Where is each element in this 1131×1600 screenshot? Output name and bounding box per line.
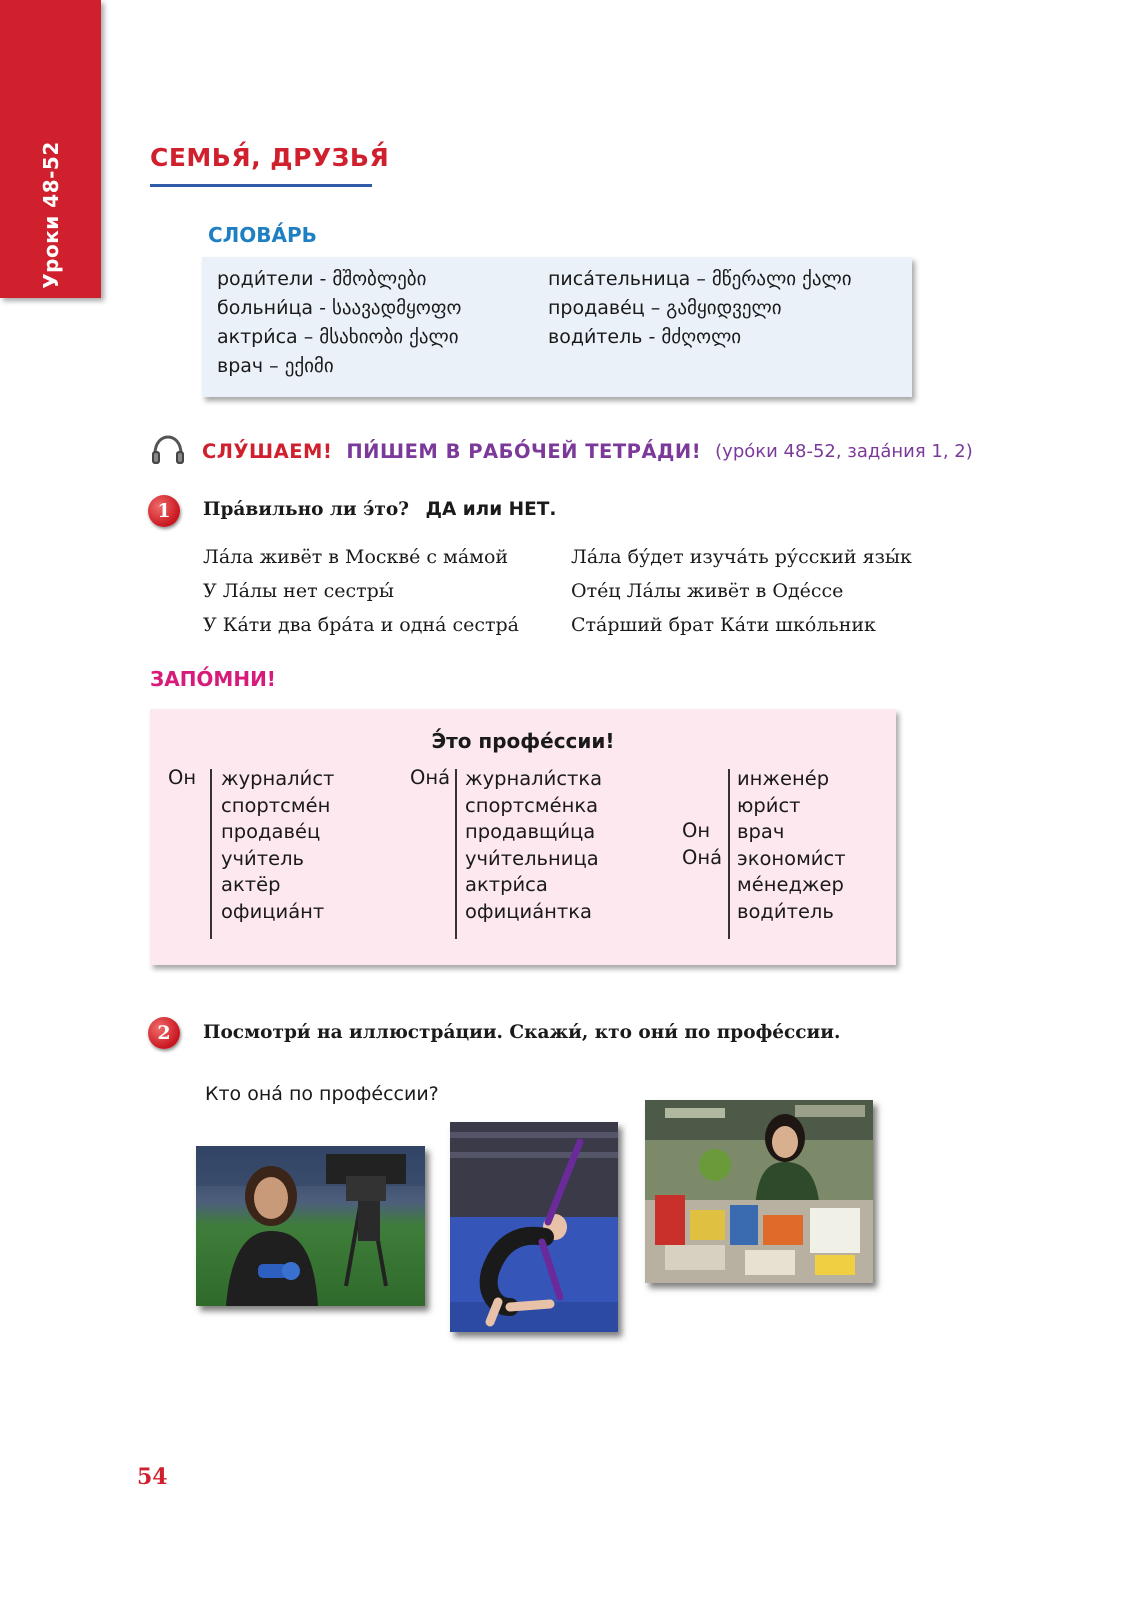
vocabulary-item: больни́ца - საავადმყოფო [217, 297, 462, 319]
task-1-instruction [203, 499, 556, 520]
page-number: 54 [137, 1464, 168, 1490]
profession-item: продаве́ц [221, 820, 321, 844]
profession-item: продавщи́ца [465, 820, 596, 844]
vocabulary-heading: СЛОВА́РЬ [208, 223, 317, 247]
task-2-number-badge: 2 [148, 1017, 180, 1049]
column-divider [455, 769, 457, 939]
profession-item: юри́ст [737, 793, 801, 817]
section-title: СЕМЬЯ́, ДРУЗЬЯ́ [150, 143, 390, 172]
task-1-sentence: Ла́ла бу́дет изуча́ть ру́сский язы́к [571, 546, 912, 568]
task-2-instruction: Посмотри́ на иллюстра́ции. Скажи́, кто они́ по профе́ссии. [203, 1022, 841, 1043]
pronoun-he-common: Он [682, 819, 711, 842]
pronoun-he: Он [168, 766, 197, 789]
common-professions [737, 766, 846, 926]
profession-item: официа́нтка [465, 899, 593, 923]
task-1-right-column [571, 540, 912, 642]
vocabulary-item: писа́тельница – მწერალი ქალი [548, 268, 852, 290]
task-1-sentence: Ста́рший брат Ка́ти шко́льник [571, 614, 876, 636]
side-tab-label: Уроки 48-52 [38, 141, 63, 289]
task-1-sentence: Оте́ц Ла́лы живёт в Оде́ссе [571, 580, 844, 602]
profession-item: журнали́ст [221, 767, 335, 790]
masculine-professions [221, 766, 334, 926]
listen-write-line [150, 434, 973, 468]
vocabulary-item: врач – ექიმი [217, 355, 334, 377]
profession-item: учи́тель [221, 846, 305, 870]
vocabulary-left-column [217, 265, 461, 381]
task-1-number-badge: 1 [148, 495, 180, 527]
task-1-left-column [203, 540, 519, 642]
vocabulary-item: роди́тели - მშობლები [217, 268, 427, 290]
profession-item: врач [737, 820, 785, 844]
photo-gymnast [450, 1122, 618, 1332]
lesson-reference: (уро́ки 48-52, зада́ния 1, 2) [715, 440, 973, 462]
profession-item: актри́са [465, 873, 548, 897]
photo-journalist [196, 1146, 425, 1306]
profession-item: ме́неджер [737, 873, 844, 897]
task-1-sentence: У Ка́ти два бра́та и одна́ сестра́ [203, 614, 519, 636]
profession-item: экономи́ст [737, 846, 846, 870]
remember-heading: ЗАПО́МНИ! [150, 667, 276, 691]
headphones-icon [150, 434, 186, 468]
vocabulary-item: води́тель - მძღოლი [548, 326, 742, 348]
photo-cashier [645, 1100, 873, 1283]
task-2-question: Кто она́ по профе́ссии? [205, 1083, 439, 1105]
task-1-sentence: У Ла́лы нет сестры́ [203, 580, 394, 602]
vocabulary-right-column [548, 265, 852, 352]
profession-item: инжене́р [737, 767, 830, 790]
task-1-yes-no: ДА или НЕТ. [425, 499, 557, 520]
vocabulary-box [202, 257, 912, 397]
pronoun-she: Она́ [410, 766, 451, 789]
title-underline [150, 184, 372, 187]
listen-label: СЛУ́ШАЕМ! [202, 439, 333, 463]
profession-item: спортсме́нка [465, 793, 599, 817]
vocabulary-item: продаве́ц – გამყიდველი [548, 297, 782, 319]
profession-item: официа́нт [221, 899, 325, 923]
task-1-question: Пра́вильно ли э́то? [203, 499, 410, 520]
side-tab [0, 0, 101, 298]
profession-item: актёр [221, 873, 281, 897]
profession-item: води́тель [737, 899, 834, 923]
column-divider [728, 769, 730, 939]
profession-item: учи́тельница [465, 846, 599, 870]
feminine-professions [465, 766, 602, 926]
profession-item: спортсме́н [221, 793, 331, 817]
professions-title: Э́то профе́ссии! [431, 729, 615, 753]
write-label: ПИ́ШЕМ В РАБО́ЧЕЙ ТЕТРА́ДИ! [346, 439, 702, 463]
professions-box [150, 709, 896, 965]
task-1-sentence: Ла́ла живёт в Москве́ с ма́мой [203, 546, 509, 568]
profession-item: журнали́стка [465, 767, 603, 790]
pronoun-she-common: Она́ [682, 846, 723, 869]
vocabulary-item: актри́са – მსახიობი ქალი [217, 326, 459, 348]
column-divider [210, 769, 212, 939]
